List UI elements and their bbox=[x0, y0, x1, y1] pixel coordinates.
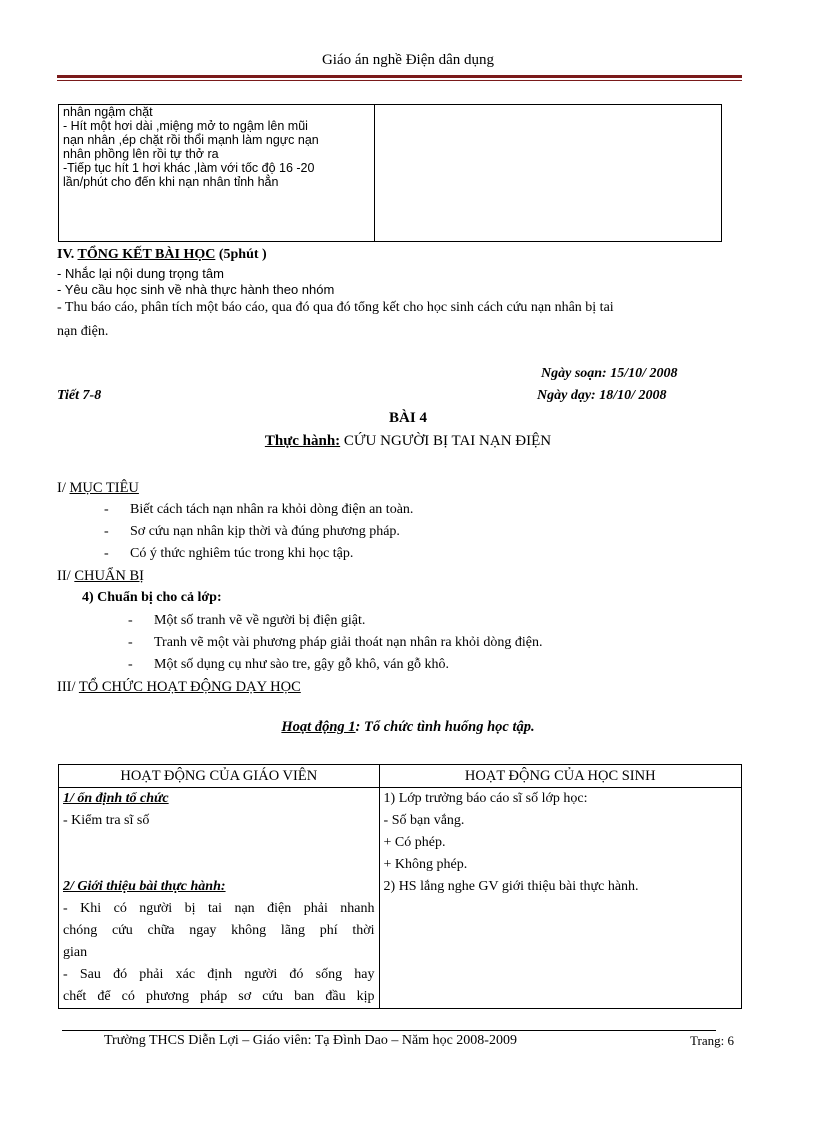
chuan-bi-title: CHUẨN BỊ bbox=[74, 568, 144, 584]
table-line: - Hít một hơi dài ,miệng mở to ngậm lên mũi bbox=[63, 119, 308, 133]
continued-table bbox=[58, 104, 722, 242]
lesson-title-text: CỨU NGƯỜI BỊ TAI NẠN ĐIỆN bbox=[340, 433, 552, 449]
section-4-paragraph-line: - Thu báo cáo, phân tích một báo cáo, qua đó qua đó tổng kết cho học sinh cách cứu nạn nhân bị tai bbox=[57, 300, 614, 315]
muc-tieu-prefix: I/ bbox=[57, 480, 70, 496]
section-4-title: TỔNG KẾT BÀI HỌC bbox=[77, 247, 216, 262]
hoat-dong-heading bbox=[0, 719, 816, 736]
gv-paragraph-line: - Khi có người bị tai nạn điện phải nhanh bbox=[63, 901, 375, 916]
col-header-gv: HOẠT ĐỘNG CỦA GIÁO VIÊN bbox=[59, 765, 380, 788]
gv-heading-2: 2/ Giới thiệu bài thực hành: bbox=[63, 879, 226, 894]
gv-cell bbox=[59, 788, 380, 1009]
continued-table-left-cell bbox=[63, 105, 371, 189]
table-line: nhân ngậm chặt bbox=[63, 105, 153, 119]
lesson-title bbox=[0, 433, 816, 450]
muc-tieu-heading bbox=[57, 480, 139, 497]
ngay-soan: Ngày soạn: 15/10/ 2008 bbox=[541, 366, 678, 381]
section-4-prefix: IV. bbox=[57, 247, 78, 262]
table-line: nạn nhân ,ép chặt rồi thổi mạnh làm ngực nạn bbox=[63, 133, 319, 147]
gv-paragraph-line: gian bbox=[63, 945, 88, 960]
chuan-bi-heading bbox=[57, 568, 144, 585]
table-divider bbox=[374, 105, 375, 241]
hs-line: 1) Lớp trưởng báo cáo sĩ số lớp học: bbox=[383, 791, 588, 806]
activity-table bbox=[58, 764, 742, 1009]
header-rule-thick bbox=[57, 75, 742, 78]
gv-line: - Kiểm tra sĩ số bbox=[63, 813, 150, 828]
section-4-line: - Yêu cầu học sinh về nhà thực hành theo nhóm bbox=[57, 282, 335, 297]
ngay-day: Ngày dạy: 18/10/ 2008 bbox=[537, 388, 667, 403]
footer-text: Trường THCS Diễn Lợi – Giáo viên: Tạ Đình Dao – Năm học 2008-2009 bbox=[104, 1033, 517, 1048]
page-number: Trang: 6 bbox=[690, 1033, 734, 1048]
hs-line: + Không phép. bbox=[383, 857, 468, 872]
chuan-bi-item: - Tranh vẽ một vài phương pháp giải thoát nạn nhân ra khỏi dòng điện. bbox=[128, 635, 543, 650]
tiet: Tiết 7-8 bbox=[57, 388, 102, 403]
to-chuc-title: TỔ CHỨC HOẠT ĐỘNG DẠY HỌC bbox=[78, 679, 301, 695]
chuan-bi-item: - Một số dụng cụ như sào tre, gậy gỗ khô, ván gỗ khô. bbox=[128, 657, 449, 672]
section-4-time: (5phút ) bbox=[215, 247, 267, 262]
section-4-paragraph-line: nạn điện. bbox=[57, 324, 109, 339]
table-line: nhân phồng lên rồi tự thở ra bbox=[63, 147, 219, 161]
hs-line: 2) HS lắng nghe GV giới thiệu bài thực hành. bbox=[383, 879, 639, 894]
gv-spacer bbox=[59, 832, 379, 854]
header-title: Giáo án nghề Điện dân dụng bbox=[321, 52, 495, 68]
gv-paragraph-line: - Sau đó phải xác định người đó sống hay bbox=[63, 967, 375, 982]
table-row bbox=[59, 788, 742, 1009]
table-header-row bbox=[59, 765, 742, 788]
hs-line: - Số bạn vắng. bbox=[383, 813, 465, 828]
section-4-heading bbox=[57, 247, 267, 263]
hs-line: + Có phép. bbox=[383, 835, 446, 850]
to-chuc-heading bbox=[57, 679, 301, 696]
gv-spacer bbox=[59, 854, 379, 876]
table-line: -Tiếp tục hít 1 hơi khác ,làm với tốc độ 16 -20 bbox=[63, 161, 315, 175]
muc-tieu-item: - Sơ cứu nạn nhân kịp thời và đúng phương pháp. bbox=[104, 524, 400, 539]
chuan-bi-prefix: II/ bbox=[57, 568, 75, 584]
lesson-title-prefix: Thực hành: bbox=[264, 433, 341, 449]
hoat-dong-label: Hoạt động 1 bbox=[281, 719, 356, 735]
hoat-dong-text: : Tổ chức tình huống học tập. bbox=[355, 719, 535, 735]
chuan-bi-subheading: 4) Chuẩn bị cho cả lớp: bbox=[82, 590, 222, 605]
lesson-number: BÀI 4 bbox=[389, 410, 427, 426]
header-rule-thin bbox=[57, 80, 742, 81]
muc-tieu-title: MỤC TIÊU bbox=[69, 480, 139, 496]
section-4-line: - Nhắc lại nội dung trọng tâm bbox=[57, 266, 224, 281]
gv-paragraph-line: chết để có phương pháp sơ cứu ban đầu kịp bbox=[63, 989, 375, 1004]
table-line: lần/phút cho đến khi nạn nhân tỉnh hẳn bbox=[63, 175, 279, 189]
muc-tieu-item: - Có ý thức nghiêm túc trong khi học tập. bbox=[104, 546, 354, 561]
footer-rule bbox=[62, 1030, 716, 1031]
gv-heading-1: 1/ ổn định tổ chức bbox=[63, 791, 169, 806]
muc-tieu-item: - Biết cách tách nạn nhân ra khỏi dòng điện an toàn. bbox=[104, 502, 414, 517]
to-chuc-prefix: III/ bbox=[57, 679, 79, 695]
chuan-bi-item: - Một số tranh vẽ về người bị điện giật. bbox=[128, 613, 366, 628]
hs-cell bbox=[379, 788, 741, 1009]
col-header-hs: HOẠT ĐỘNG CỦA HỌC SINH bbox=[379, 765, 741, 788]
gv-paragraph-line: chóng cứu chữa ngay không lãng phí thời bbox=[63, 923, 375, 938]
